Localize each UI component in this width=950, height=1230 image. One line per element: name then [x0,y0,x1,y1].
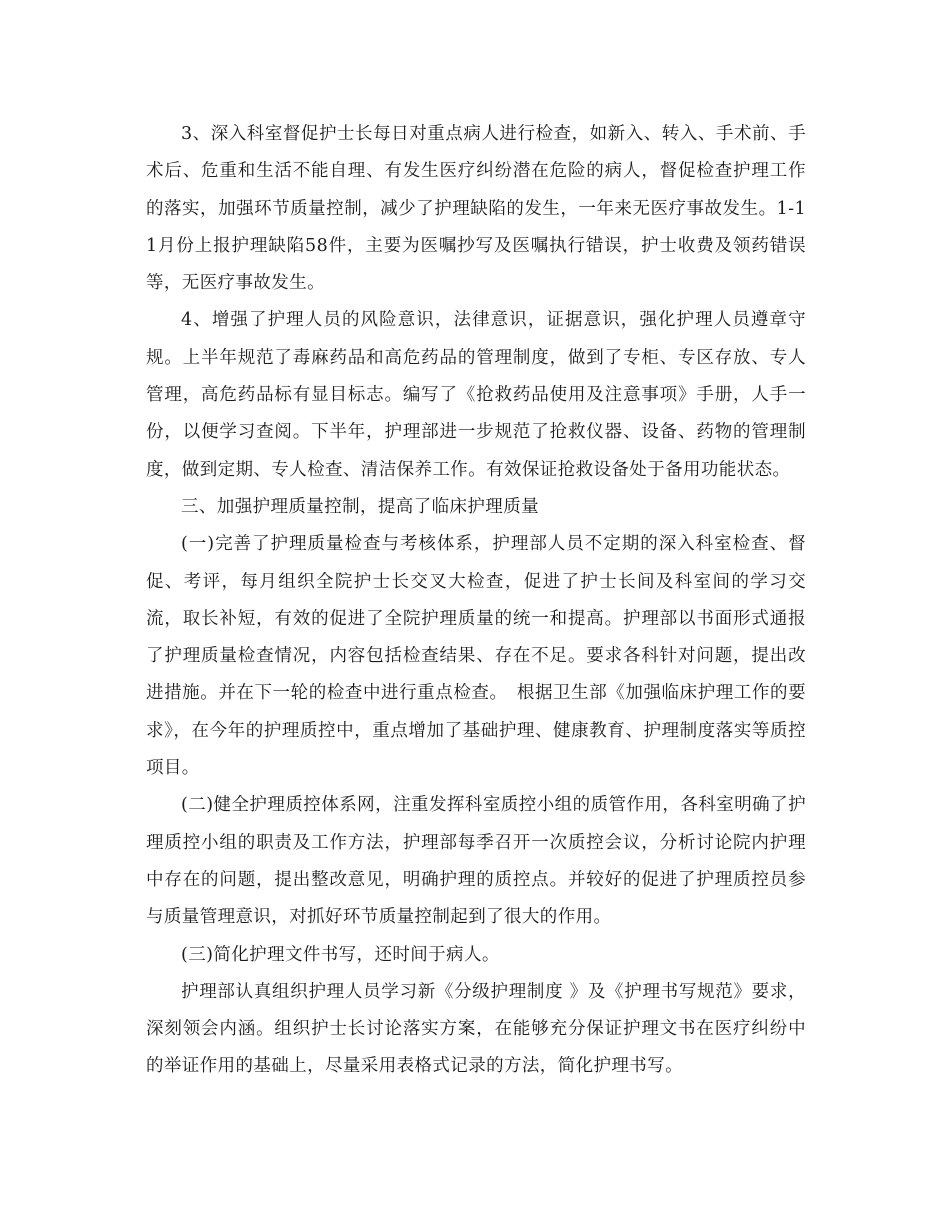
paragraph-item-3-supervision: 3、深入科室督促护士长每日对重点病人进行检查，如新入、转入、手术前、手术后、危重和生活不能自理、有发生医疗纠纷潜在危险的病人，督促检查护理工作的落实，加强环节质量控制，减少了护理缺陷的发生，一年来无医疗事故发生。1-11月份上报护理缺陷58件，主要为医嘱抄写及医嘱执行错误，护士收费及领药错误等，无医疗事故发生。 [146,124,806,294]
paragraph-subsection-3-heading: (三)简化护理文件书写，还时间于病人。 [181,944,500,965]
paragraph-subsection-1-inspection-system: (一)完善了护理质量检查与考核体系，护理部人员不定期的深入科室检查、督促、考评，每月组织全院护士长交叉大检查，促进了护士长间及科室间的学习交流，取长补短，有效的促进了全院护理质量的统一和提高。护理部以书面形式通报了护理质量检查情况，内容包括检查结果、存在不足。要求各科针对问题，提出改进措施。并在下一轮的检查中进行重点检查。 根据卫生部《加强临床护理工作的要求》，在今年的护理质控中，重点增加了基础护理、健康教育、护理制度落实等质控项目。 [146,534,806,779]
paragraph-subsection-2-qc-network: (二)健全护理质控体系网，注重发挥科室质控小组的质管作用，各科室明确了护理质控小组的职责及工作方法，护理部每季召开一次质控会议，分析讨论院内护理中存在的问题，提出整改意见，明确护理的质控点。并较好的促进了护理质控员参与质量管理意识，对抓好环节质量控制起到了很大的作用。 [146,795,806,928]
paragraph-simplified-documentation: 护理部认真组织护理人员学习新《分级护理制度 》及《护理书写规范》要求，深刻领会内涵。组织护士长讨论落实方案，在能够充分保证护理文书在医疗纠纷中的举证作用的基础上，尽量采用表格式记录的方法，简化护理书写。 [146,981,806,1077]
paragraph-item-4-risk-awareness: 4、增强了护理人员的风险意识，法律意识，证据意识，强化护理人员遵章守规。上半年规范了毒麻药品和高危药品的管理制度，做到了专柜、专区存放、专人管理，高危药品标有显目标志。编写了《抢救药品使用及注意事项》手册，人手一份，以便学习查阅。下半年，护理部进一步规范了抢救仪器、设备、药物的管理制度，做到定期、专人检查、清洁保养工作。有效保证抢救设备处于备用功能状态。 [146,310,806,480]
document-body [146,116,806,1086]
section-heading-quality-control: 三、加强护理质量控制，提高了临床护理质量 [181,496,539,517]
